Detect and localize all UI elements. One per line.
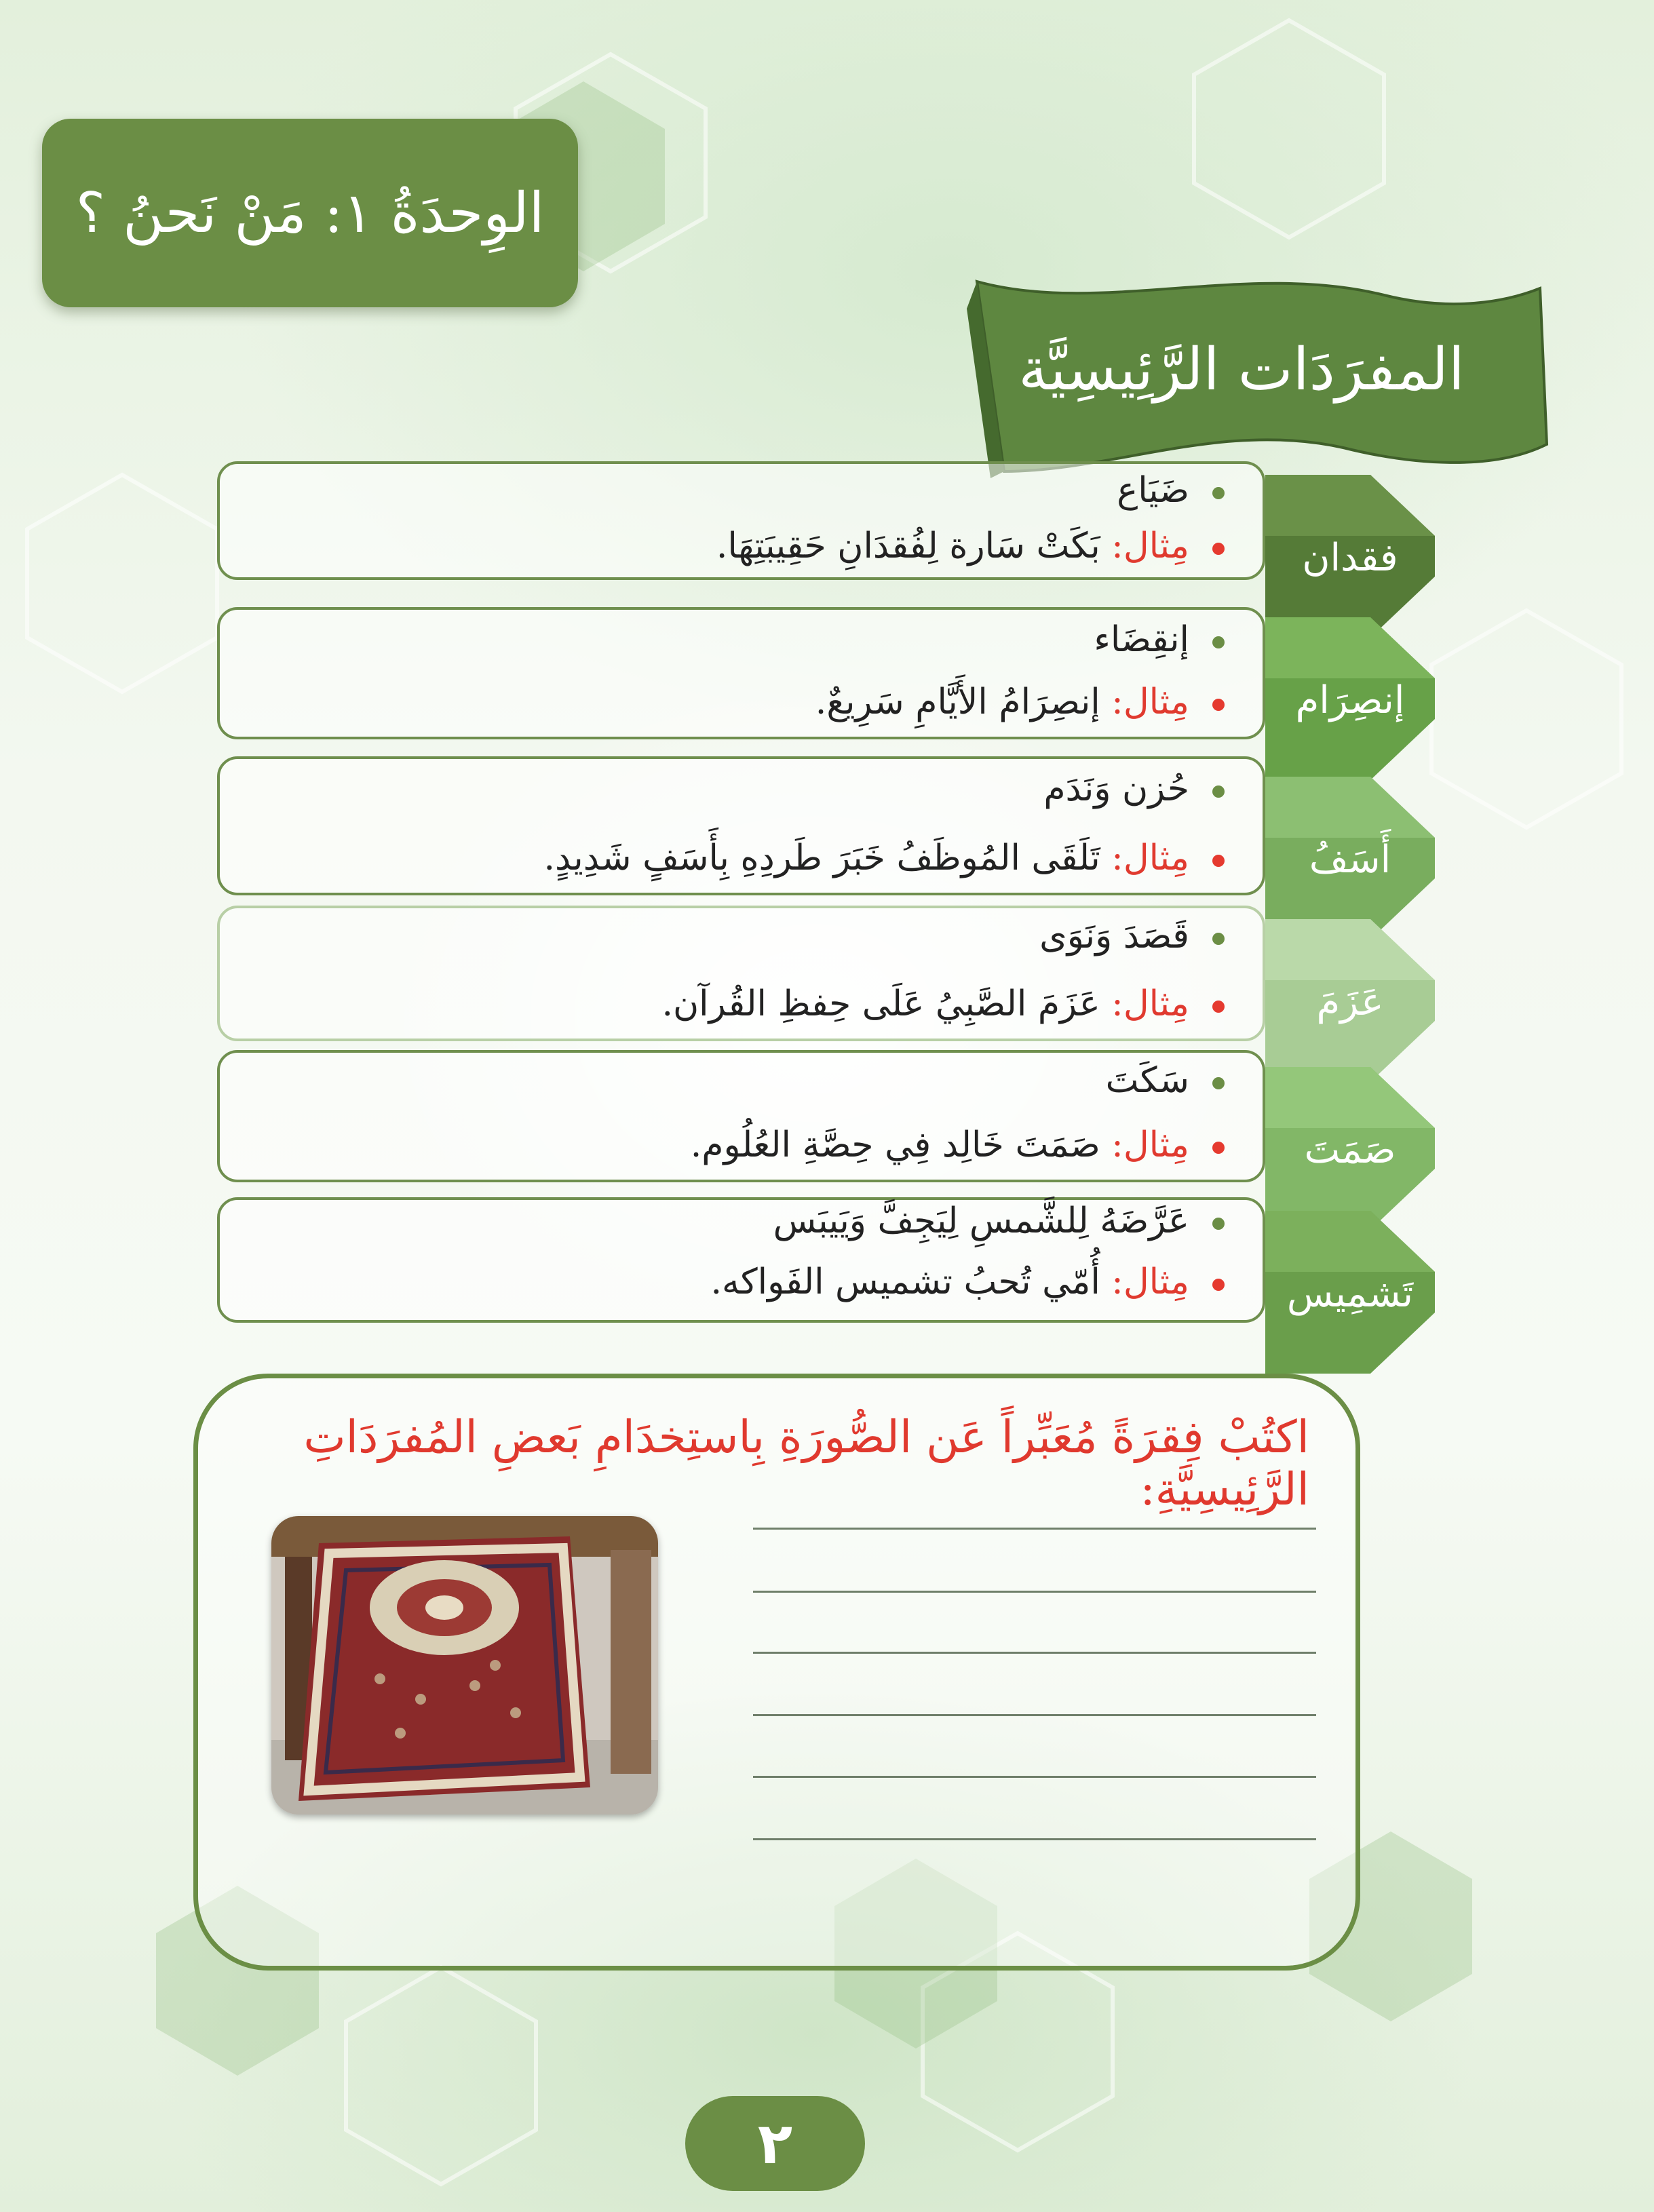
vocab-row: [217, 906, 1384, 1041]
vocab-meaning: سَكَتَ: [1105, 1060, 1189, 1101]
carpet-image: [271, 1516, 658, 1815]
writing-line[interactable]: [753, 1838, 1316, 1840]
vocab-word: إنصِرَام: [1295, 678, 1405, 722]
example-label: مِثال:: [1111, 1262, 1189, 1302]
example-label: مِثال:: [1111, 526, 1189, 566]
vocab-example: عَزَمَ الصَّبِيُ عَلَى حِفظِ القُرآن.: [661, 984, 1100, 1024]
red-bullet-icon: [1212, 1001, 1225, 1013]
unit-title-box: [42, 119, 578, 307]
vocab-meaning-line: [1117, 463, 1225, 518]
writing-line[interactable]: [753, 1776, 1316, 1778]
vocab-meaning-line: [773, 1194, 1225, 1248]
vocab-meaning-line: [1043, 762, 1225, 816]
vocab-example: أُمّي تُحبُ تشميس الفَواكه.: [710, 1262, 1100, 1302]
red-bullet-icon: [1212, 1142, 1225, 1154]
vocab-word-tag: [1265, 1067, 1442, 1230]
writing-line[interactable]: [753, 1652, 1316, 1654]
green-bullet-icon: [1212, 785, 1225, 798]
vocab-row: [217, 607, 1405, 739]
writing-line[interactable]: [753, 1591, 1316, 1593]
section-title: المفرَدَات الرَّئِيسِيَّة: [1018, 336, 1465, 404]
vocab-example: بَكَتْ سَارة لِفُقدَانِ حَقِيبَتِهَا.: [716, 526, 1100, 566]
writing-line[interactable]: [753, 1714, 1316, 1716]
vocab-row: [217, 756, 1391, 895]
vocab-word: أَسَفُ: [1309, 838, 1391, 882]
vocab-example: إنصِرَامُ الأَيَّامِ سَرِيعٌ.: [815, 682, 1100, 722]
green-bullet-icon: [1212, 487, 1225, 499]
vocab-word-tag: [1265, 777, 1442, 939]
vocab-meaning: عَرَّضَهُ لِلشَّمسِ لِيَجِفَّ وَيَيبَس: [773, 1201, 1189, 1241]
vocab-example-line: [716, 519, 1225, 573]
red-bullet-icon: [1212, 855, 1225, 867]
vocab-meaning: قَصَدَ وَنَوَى: [1039, 916, 1189, 956]
red-bullet-icon: [1212, 543, 1225, 555]
green-bullet-icon: [1212, 636, 1225, 648]
example-label: مِثال:: [1111, 1125, 1189, 1165]
red-bullet-icon: [1212, 699, 1225, 711]
vocab-word: صَمَتَ: [1304, 1128, 1396, 1172]
vocab-word: عَزَمَ: [1316, 980, 1384, 1024]
vocab-word: فقدان: [1302, 536, 1398, 580]
vocab-example: تَلَقَى المُوظَفُ خَبَرَ طَردِهِ بِأَسَفٍ شَدِيدٍ.: [543, 838, 1100, 878]
carpet-photo: [271, 1516, 658, 1815]
vocab-row: [217, 1050, 1396, 1182]
vocab-meaning: حُزن وَنَدَم: [1043, 769, 1189, 809]
vocab-example-line: [691, 1118, 1225, 1172]
example-label: مِثال:: [1111, 838, 1189, 878]
unit-title: الوِحدَةُ ١: مَنْ نَحنُ ؟: [75, 180, 545, 246]
example-label: مِثال:: [1111, 984, 1189, 1024]
vocab-meaning: ضَيَاع: [1117, 470, 1189, 511]
vocab-word: تَشمِيس: [1286, 1272, 1414, 1316]
vocab-meaning-line: [1106, 1053, 1225, 1108]
green-bullet-icon: [1212, 1218, 1225, 1230]
writing-task-prompt: اكتُبْ فِقرَةً مُعَبِّراً عَن الصُّورَةِ بِاستِخدَامِ بَعضِ المُفرَدَاتِ الرَّئِيسِيَّةِ:: [303, 1411, 1309, 1515]
vocab-row: [217, 461, 1398, 580]
example-label: مِثال:: [1111, 682, 1189, 722]
vocab-word-tag: [1265, 1211, 1442, 1374]
vocab-row: [217, 1197, 1414, 1323]
green-bullet-icon: [1212, 933, 1225, 945]
vocab-example: صَمَتَ خَالِد فِي حِصَّةِ العُلُوم.: [690, 1125, 1100, 1165]
vocab-example-line: [543, 831, 1225, 885]
vocab-example-line: [815, 675, 1225, 729]
vocab-word-tag: [1265, 919, 1442, 1082]
vocab-meaning-line: [1094, 613, 1225, 667]
vocab-meaning: إنقِضَاء: [1094, 619, 1189, 660]
vocab-word-tag: [1265, 617, 1442, 780]
vocab-example-line: [710, 1255, 1225, 1309]
green-bullet-icon: [1212, 1077, 1225, 1089]
vocab-example-line: [661, 977, 1225, 1031]
vocab-meaning-line: [1039, 909, 1225, 963]
vocab-word-tag: [1265, 475, 1442, 638]
page-number: ٢: [685, 2096, 865, 2191]
red-bullet-icon: [1212, 1279, 1225, 1291]
writing-line[interactable]: [753, 1528, 1316, 1530]
